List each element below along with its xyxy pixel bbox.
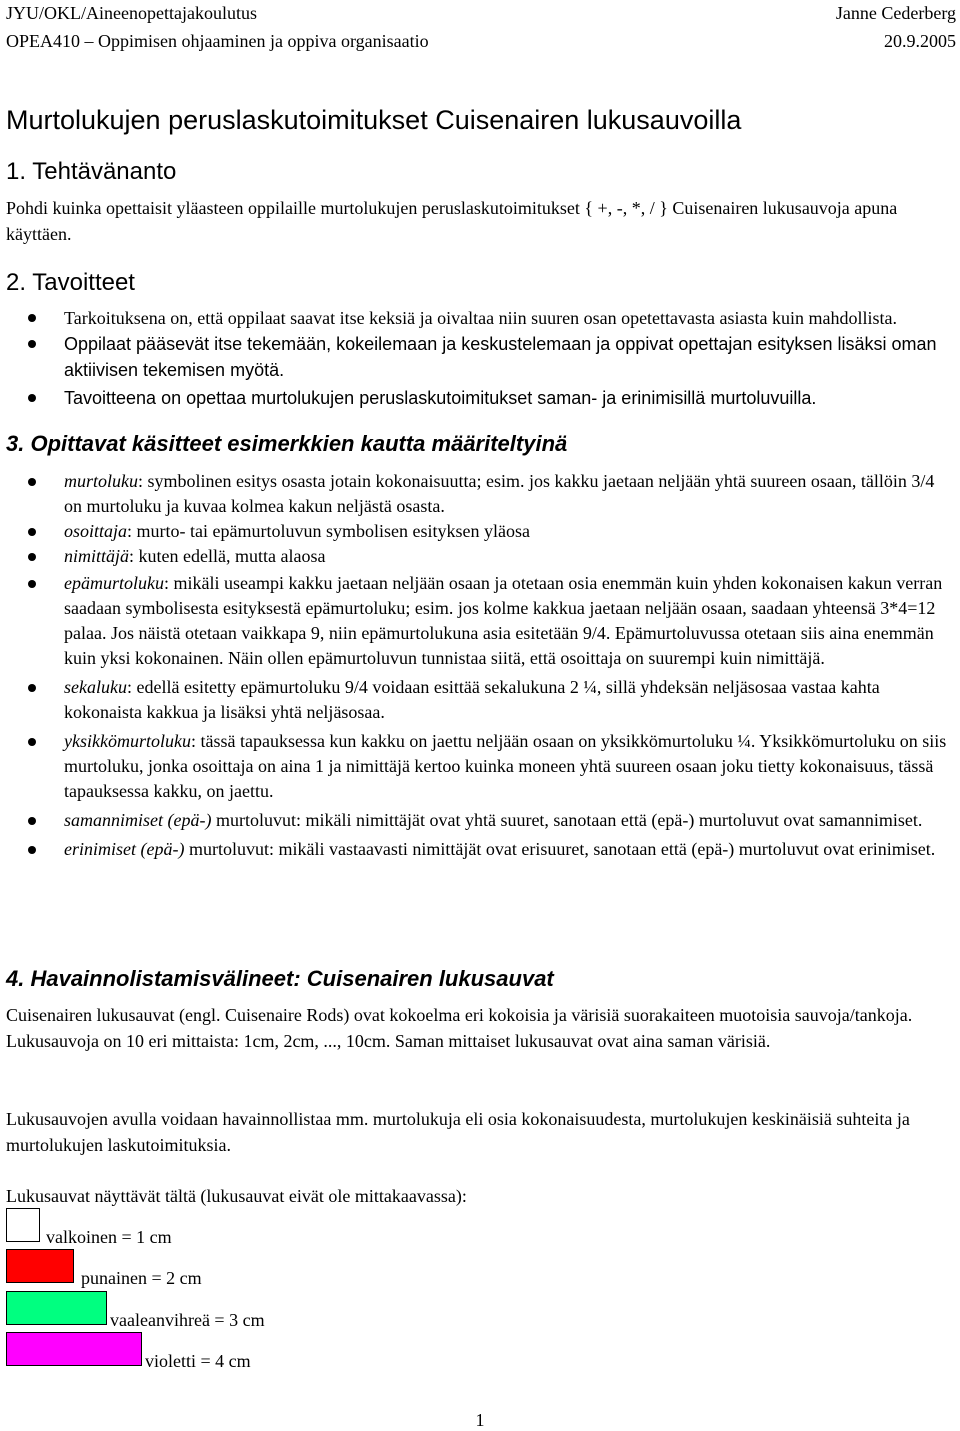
- rod-violet-label: violetti = 4 cm: [145, 1351, 251, 1371]
- rods-intro: Lukusauvat näyttävät tältä (lukusauvat eivät ole mittakaavassa):: [6, 1186, 467, 1206]
- rod-light-green-label: vaaleanvihreä = 3 cm: [110, 1310, 265, 1330]
- rod-white-label: valkoinen = 1 cm: [46, 1227, 172, 1247]
- goal-item: Tarkoituksena on, että oppilaat saavat itse keksiä ja oivaltaa niin suuren osan opetettavasta asiasta kuin mahdollista.: [0, 305, 960, 331]
- rod-light-green: [6, 1291, 107, 1325]
- header-author: Janne Cederberg: [835, 3, 956, 23]
- concept-item: epämurtoluku: mikäli useampi kakku jaetaan neljään osaan ja otetaan osia enemmän kuin yhden kokonaisen kakun verran saadaan symbolisesta esityksestä epämurtoluku; esim. jos kolme kakkua jaetaan neljään osaan, saadaan yhteensä 3*4=12 palaa. Jos näistä otetaan vaikkapa 9, niin epämurtolukuna asia esitetään 9/4. Epämurtoluvussa otetaan siis aina enemmän kuin yksi kokonainen. Näin ollen epämurtoluvun tunnistaa siitä, että osoittaja on suurempi kuin nimittäjä.: [0, 571, 960, 671]
- concept-item: osoittaja: murto- tai epämurtoluvun symbolisen esityksen yläosa: [0, 519, 960, 544]
- rods-usage: Lukusauvojen avulla voidaan havainnollistaa mm. murtolukuja eli osia kokonaisuudesta, murtolukujen keskinäisiä suhteita ja murtolukujen laskutoimituksia.: [6, 1109, 910, 1155]
- concept-item: murtoluku: symbolinen esitys osasta jotain kokonaisuutta; esim. jos kakku jaetaan neljään yhtä suureen osaan, tällöin 3/4 on murtoluku ja kuvaa kolmea kakun neljästä osasta.: [0, 469, 960, 519]
- concept-item: erinimiset (epä-) murtoluvut: mikäli vastaavasti nimittäjät ovat erisuuret, sanotaan että (epä-) murtoluvut ovat erinimiset.: [0, 837, 960, 862]
- goals-list: [0, 305, 960, 411]
- bullet-icon: [28, 817, 36, 825]
- bullet-icon: [28, 684, 36, 692]
- section-1-text: Pohdi kuinka opettaisit yläasteen oppilaille murtolukujen peruslaskutoimitukset { +, -, *, / } Cuisenairen lukusauvoja apuna käyttäen.: [6, 198, 898, 244]
- rod-red: [6, 1249, 74, 1283]
- bullet-icon: [28, 528, 36, 536]
- section-1-heading: 1. Tehtävänanto: [6, 158, 177, 185]
- bullet-icon: [28, 340, 36, 348]
- bullet-icon: [28, 394, 36, 402]
- page-number: 1: [475, 1410, 485, 1430]
- concept-item: yksikkömurtoluku: tässä tapauksessa kun kakku on jaettu neljään osaan on yksikkömurtoluku ¼. Yksikkömurtoluku on siis murtoluku, jonka osoittaja on aina 1 ja nimittäjä kertoo kuinka moneen yhtä suureen osaan joku tietty kokonaisuus, tässä tapauksessa kakku, on jaettu.: [0, 729, 960, 804]
- header-institution: JYU/OKL/Aineenopettajakoulutus: [6, 3, 257, 23]
- bullet-icon: [28, 846, 36, 854]
- goal-item: Oppilaat pääsevät itse tekemään, kokeilemaan ja keskustelemaan ja oppivat opettajan esityksen lisäksi oman aktiivisen tekemisen myötä.: [0, 331, 960, 383]
- document-title: Murtolukujen peruslaskutoimitukset Cuisenairen lukusauvoilla: [6, 105, 742, 135]
- concept-item: sekaluku: edellä esitetty epämurtoluku 9/4 voidaan esittää sekalukuna 2 ¼, sillä yhdeksän neljäsosaa vastaa kahta kokonaista kakkua ja lisäksi yhtä neljäsosaa.: [0, 675, 960, 725]
- header-course: OPEA410 – Oppimisen ohjaaminen ja oppiva organisaatio: [6, 31, 429, 51]
- section-3-heading: 3. Opittavat käsitteet esimerkkien kautta määriteltyinä: [6, 431, 568, 456]
- rod-red-label: punainen = 2 cm: [81, 1268, 202, 1288]
- header-date: 20.9.2005: [884, 31, 956, 51]
- rod-white: [6, 1208, 40, 1242]
- bullet-icon: [28, 738, 36, 746]
- rods-description: Cuisenairen lukusauvat (engl. Cuisenaire Rods) ovat kokoelma eri kokoisia ja värisiä suorakaiteen muotoisia sauvoja/tankoja. Lukusauvoja on 10 eri mittaista: 1cm, 2cm, ..., 10cm. Saman mittaiset lukusauvat ovat aina saman värisiä.: [6, 1005, 913, 1051]
- bullet-icon: [28, 478, 36, 486]
- concept-item: samannimiset (epä-) murtoluvut: mikäli nimittäjät ovat yhtä suuret, sanotaan että (epä-) murtoluvut ovat samannimiset.: [0, 808, 960, 833]
- goal-item: Tavoitteena on opettaa murtolukujen peruslaskutoimitukset saman- ja erinimisillä murtoluvuilla.: [0, 385, 960, 411]
- section-4-heading: 4. Havainnolistamisvälineet: Cuisenairen lukusauvat: [6, 966, 554, 991]
- header-row-1: [6, 2, 956, 24]
- bullet-icon: [28, 580, 36, 588]
- concept-item: nimittäjä: kuten edellä, mutta alaosa: [0, 544, 960, 569]
- section-2-heading: 2. Tavoitteet: [6, 269, 135, 296]
- concepts-list: [0, 469, 960, 862]
- bullet-icon: [28, 314, 36, 322]
- header-row-2: [6, 30, 956, 52]
- bullet-icon: [28, 553, 36, 561]
- rod-violet: [6, 1332, 142, 1366]
